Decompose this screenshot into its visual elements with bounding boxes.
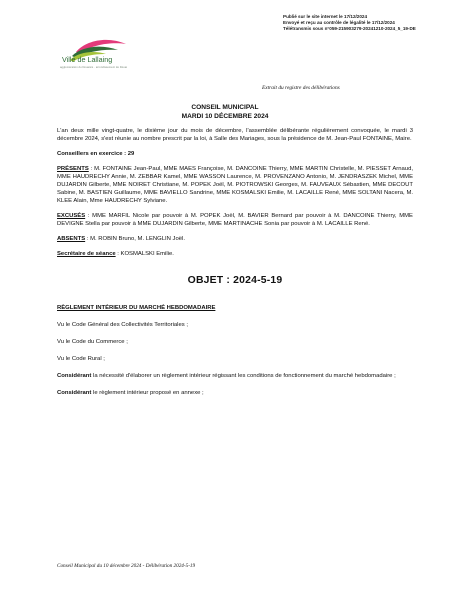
reglement-title: RÈGLEMENT INTÉRIEUR DU MARCHÉ HEBDOMADAIRE [57, 305, 216, 311]
vu-cgct: Vu le Code Général des Collectivités Territoriales ; [57, 322, 188, 328]
intro-paragraph: L'an deux mille vingt-quatre, le dixième jour du mois de décembre, l'assemblée délibérante régulièrement convoquée, le mardi 3 décembre 2024, s'est réunie au nombre prescrit par la loi, à Salle des Mariages, sous la présidence de M. Jean-Paul FONTAINE, Maire. [57, 128, 413, 142]
excuses-paragraph [57, 212, 413, 228]
absents-label: ABSENTS [57, 236, 86, 242]
secretaire-label: Secrétaire de séance [57, 251, 116, 257]
vu-commerce: Vu le Code du Commerce ; [57, 339, 128, 345]
absents-list: : M. ROBIN Bruno, M. LENGLIN Joël. [85, 236, 185, 242]
excuses-list: : MME MARFIL Nicole par pouvoir à M. POPEK Joël, M. BAVIER Bernard par pouvoir à M. DANCOINE Thierry, MME DEVIGNE Stella par pouvoir à MME DUJARDIN Gilberte, MME MARTINACHE Sonia par pouvoir à M. LACAILLE René. [57, 213, 413, 227]
stamp-transmitted: Télétransmis sous n°059-215903279-20241210-2024_5_19-DE [283, 26, 416, 32]
considerant-1-text: la nécessité d'élaborer un règlement intérieur régissant les conditions de fonctionnement du marché hebdomadaire ; [91, 373, 396, 379]
secretaire-name: : KOSMALSKI Emilie. [115, 251, 174, 257]
council-title: CONSEIL MUNICIPAL [191, 104, 259, 111]
conseillers-count: Conseillers en exercice : 29 [57, 151, 135, 157]
considerant-2-text: le règlement intérieur proposé en annexe ; [91, 390, 204, 396]
absents-paragraph [57, 235, 413, 243]
vu-rural: Vu le Code Rural ; [57, 356, 105, 362]
considerant-1 [57, 372, 413, 380]
legal-stamp [283, 14, 443, 33]
council-date: MARDI 10 DÉCEMBRE 2024 [181, 113, 269, 120]
presents-paragraph [57, 165, 413, 205]
registry-extract: Extrait du registre des délibérations [262, 85, 340, 91]
stamp-published: Publié sur le site internet le 17/12/2024 [283, 14, 368, 19]
presents-list: : M. FONTAINE Jean-Paul, MME MAES Françoise, M. DANCOINE Thierry, MME MARTIN Christelle, M. PIESSET Arnaud, MME HAUDRECHY Annie, M. ZEBBAR Kamel, MME WASSON Laurence, M. PROVENZANO Antonio, M. JENDRASZEK Michel, MME DUJARDIN Gilberte, MME NOIRET Christiane, M. POPEK Joël, M. PIOTROWSKI Georges, M. FAUVEAUX Sébastien, MME DECOUT Sabine, M. BASTIEN Guillaume, MME BAVIELLO Sandrine, MME KOSMALSKI Emilie, M. LACAILLE René, MME SOLTANI Nacera, M. KLEE Alain, Mme HAUDRECHY Sylviane. [57, 166, 413, 204]
logo-subtitle: agglomération du Douaisis · arrondissement de Douai [60, 66, 128, 69]
stamp-received: Envoyé et reçu au contrôle de légalité le 17/12/2024 [283, 20, 395, 26]
secretaire-paragraph [57, 250, 413, 258]
presents-label: PRÉSENTS [57, 166, 89, 172]
logo-name: Ville de Lallaing [62, 55, 113, 64]
page-footer: Conseil Municipal du 10 décembre 2024 - Délibération 2024-5-19 [57, 563, 196, 569]
considerant-2-label: Considérant [57, 390, 92, 396]
considerant-2 [57, 389, 413, 397]
considerant-1-label: Considérant [57, 373, 92, 379]
objet-heading: OBJET : 2024-5-19 [187, 275, 283, 286]
excuses-label: EXCUSÉS [57, 213, 86, 219]
deliberation-body [57, 127, 413, 397]
